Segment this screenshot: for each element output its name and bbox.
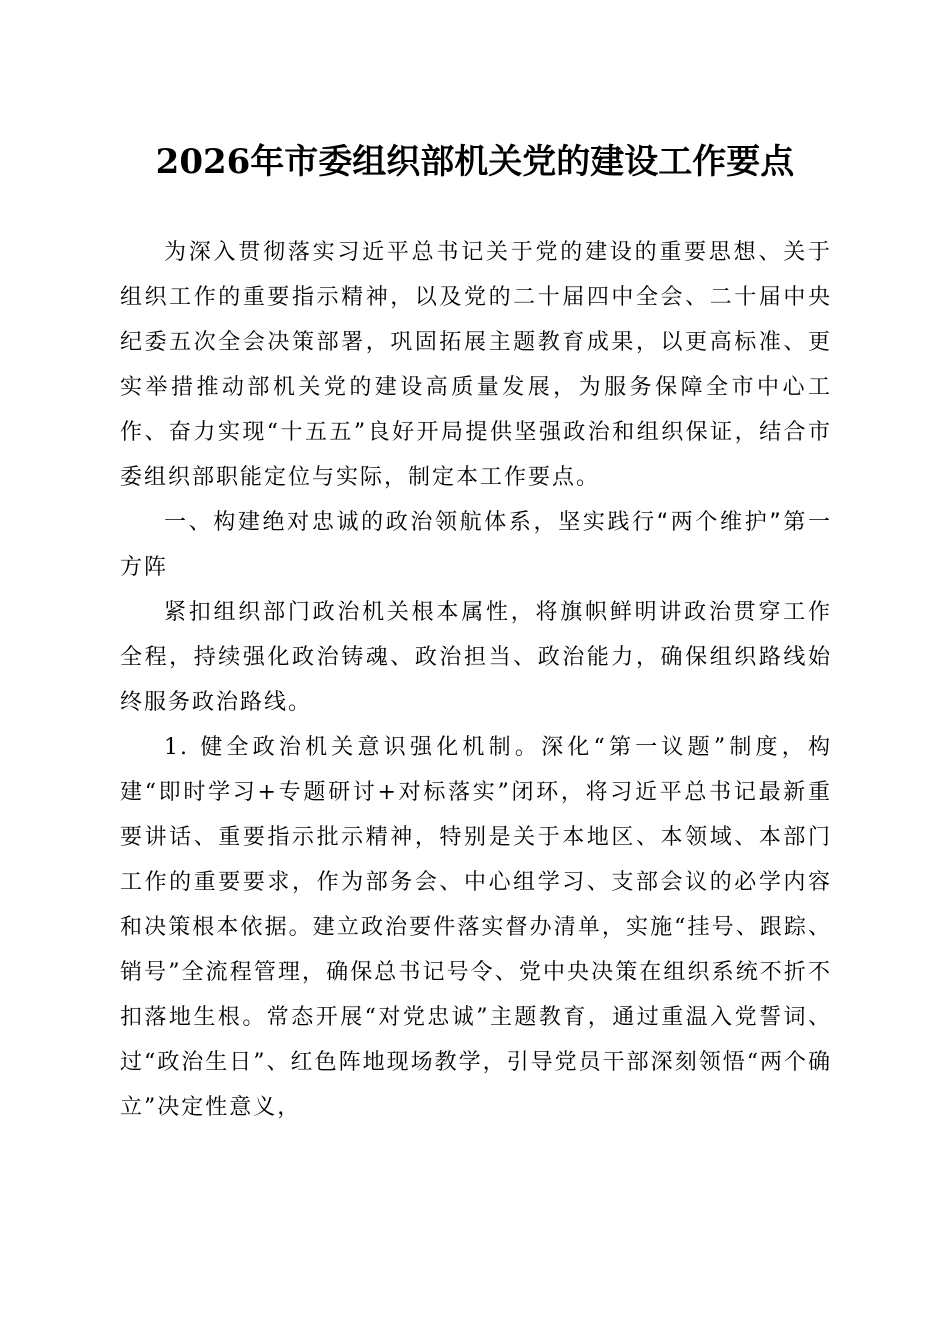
intro-paragraph: 为深入贯彻落实习近平总书记关于党的建设的重要思想、关于组织工作的重要指示精神，以及党的二十届四中全会、二十届中央纪委五次全会决策部署，巩固拓展主题教育成果，以更高标准、更实举措推动部机关党的建设高质量发展，为服务保障全市中心工作、奋力实现“十五五”良好开局提供坚强政治和组织保证，结合市委组织部职能定位与实际，制定本工作要点。 bbox=[120, 240, 832, 490]
section-1-summary: 紧扣组织部门政治机关根本属性，将旗帜鲜明讲政治贯穿工作全程，持续强化政治铸魂、政治担当、政治能力，确保组织路线始终服务政治路线。 bbox=[120, 600, 832, 715]
section-1-item-1: 1. 健全政治机关意识强化机制。深化“第一议题”制度，构建“即时学习+专题研讨+对标落实”闭环，将习近平总书记最新重要讲话、重要指示批示精神，特别是关于本地区、本领域、本部门工作的重要要求，作为部务会、中心组学习、支部会议的必学内容和决策根本依据。建立政治要件落实督办清单，实施“挂号、跟踪、销号”全流程管理，确保总书记号令、党中央决策在组织系统不折不扣落地生根。常态开展“对党忠诚”主题教育，通过重温入党誓词、过“政治生日”、红色阵地现场教学，引导党员干部深刻领悟“两个确立”决定性意义， bbox=[120, 735, 832, 1120]
document-body bbox=[120, 230, 832, 1130]
document-title: 2026年市委组织部机关党的建设工作要点 bbox=[155, 142, 795, 182]
section-1-heading: 一、构建绝对忠诚的政治领航体系，坚实践行“两个维护”第一方阵 bbox=[120, 510, 832, 580]
